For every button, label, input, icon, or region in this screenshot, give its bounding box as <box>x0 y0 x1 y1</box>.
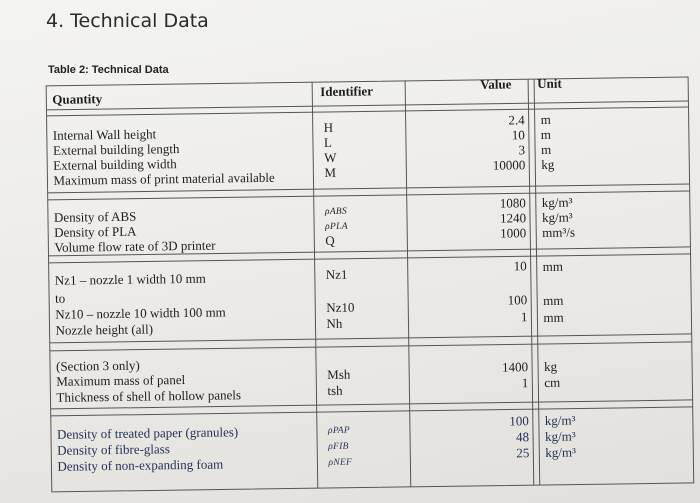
value-density-pla: 1240 <box>499 210 527 226</box>
unit-rho-pap: kg/m³ <box>544 412 576 428</box>
quantity-shell-thickness: Thickness of shell of hollow panels <box>56 387 242 405</box>
unit-msh: kg <box>544 358 558 374</box>
identifier-m: M <box>324 164 337 181</box>
header-unit: Unit <box>537 75 562 92</box>
value-rho-fib: 48 <box>515 429 530 445</box>
unit-density-abs: kg/m³ <box>541 194 573 211</box>
value-l: 10 <box>511 127 525 143</box>
quantity-internal-wall-height: Internal Wall height <box>52 126 157 143</box>
identifier-q: Q <box>325 232 335 249</box>
value-nz10: 100 <box>507 292 528 308</box>
value-tsh: 1 <box>521 375 529 391</box>
unit-density-pla: kg/m³ <box>541 209 573 226</box>
quantity-max-print-mass: Maximum mass of print material available <box>53 169 275 188</box>
value-h: 2.4 <box>508 112 525 128</box>
value-rho-nef: 25 <box>516 445 530 461</box>
identifier-msh: Msh <box>327 366 351 383</box>
quantity-density-abs: Density of ABS <box>53 208 137 225</box>
header-identifier: Identifier <box>320 83 374 100</box>
value-volume-flow-rate: 1000 <box>500 225 527 241</box>
unit-nz10: mm <box>543 292 564 308</box>
value-nh: 1 <box>520 309 528 325</box>
value-msh: 1400 <box>502 359 529 375</box>
identifier-rho-pap: ρPAP <box>327 425 351 437</box>
quantity-nozzle-height: Nozzle height (all) <box>55 321 154 338</box>
unit-tsh: cm <box>544 374 561 390</box>
quantity-to: to <box>55 290 66 306</box>
identifier-rho-fib: ρFIB <box>328 441 349 453</box>
value-rho-pap: 100 <box>509 413 529 429</box>
unit-rho-nef: kg/m³ <box>545 444 577 460</box>
quantity-density-foam: Density of non-expanding foam <box>57 456 224 474</box>
quantity-density-pla: Density of PLA <box>54 223 137 240</box>
identifier-h: H <box>323 119 334 136</box>
identifier-rho-nef: ρNEF <box>328 457 353 469</box>
quantity-external-building-length: External building length <box>52 141 180 158</box>
table-caption: Table 2: Technical Data <box>48 64 169 76</box>
identifier-rho-pla: ρPLA <box>325 221 348 233</box>
value-nz1: 10 <box>513 258 527 274</box>
unit-w: m <box>540 141 552 158</box>
identifier-w: W <box>324 149 337 166</box>
identifier-rho-abs: ρABS <box>324 206 348 218</box>
unit-rho-fib: kg/m³ <box>544 428 576 444</box>
technical-data-table <box>40 67 696 496</box>
unit-volume-flow-rate: mm³/s <box>542 224 576 241</box>
value-m: 10000 <box>492 157 526 173</box>
value-density-abs: 1080 <box>499 195 526 211</box>
page-title: 4. Technical Data <box>46 10 209 32</box>
quantity-nozzle-10: Nz10 – nozzle 10 width 100 mm <box>55 304 226 322</box>
unit-nh: mm <box>543 309 564 325</box>
unit-nz1: mm <box>542 258 564 274</box>
quantity-volume-flow-rate: Volume flow rate of 3D printer <box>54 237 216 255</box>
header-quantity: Quantity <box>52 91 103 107</box>
identifier-nh: Nh <box>326 315 343 332</box>
identifier-nz1: Nz1 <box>325 266 348 283</box>
value-w: 3 <box>518 142 526 158</box>
header-value: Value <box>480 76 512 92</box>
quantity-external-building-width: External building width <box>53 156 177 173</box>
quantity-max-mass-panel: Maximum mass of panel <box>56 372 186 389</box>
quantity-density-fibreglass: Density of fibre-glass <box>57 441 170 458</box>
quantity-density-paper: Density of treated paper (granules) <box>56 424 239 442</box>
quantity-nozzle-1: Nz1 – nozzle 1 width 10 mm <box>54 270 206 288</box>
identifier-tsh: tsh <box>327 382 343 399</box>
unit-h: m <box>540 111 551 128</box>
identifier-l: L <box>323 134 333 151</box>
unit-m: kg <box>541 156 555 173</box>
unit-l: m <box>540 126 552 143</box>
identifier-nz10: Nz10 <box>326 299 355 316</box>
quantity-section-3-only: (Section 3 only) <box>55 357 140 374</box>
